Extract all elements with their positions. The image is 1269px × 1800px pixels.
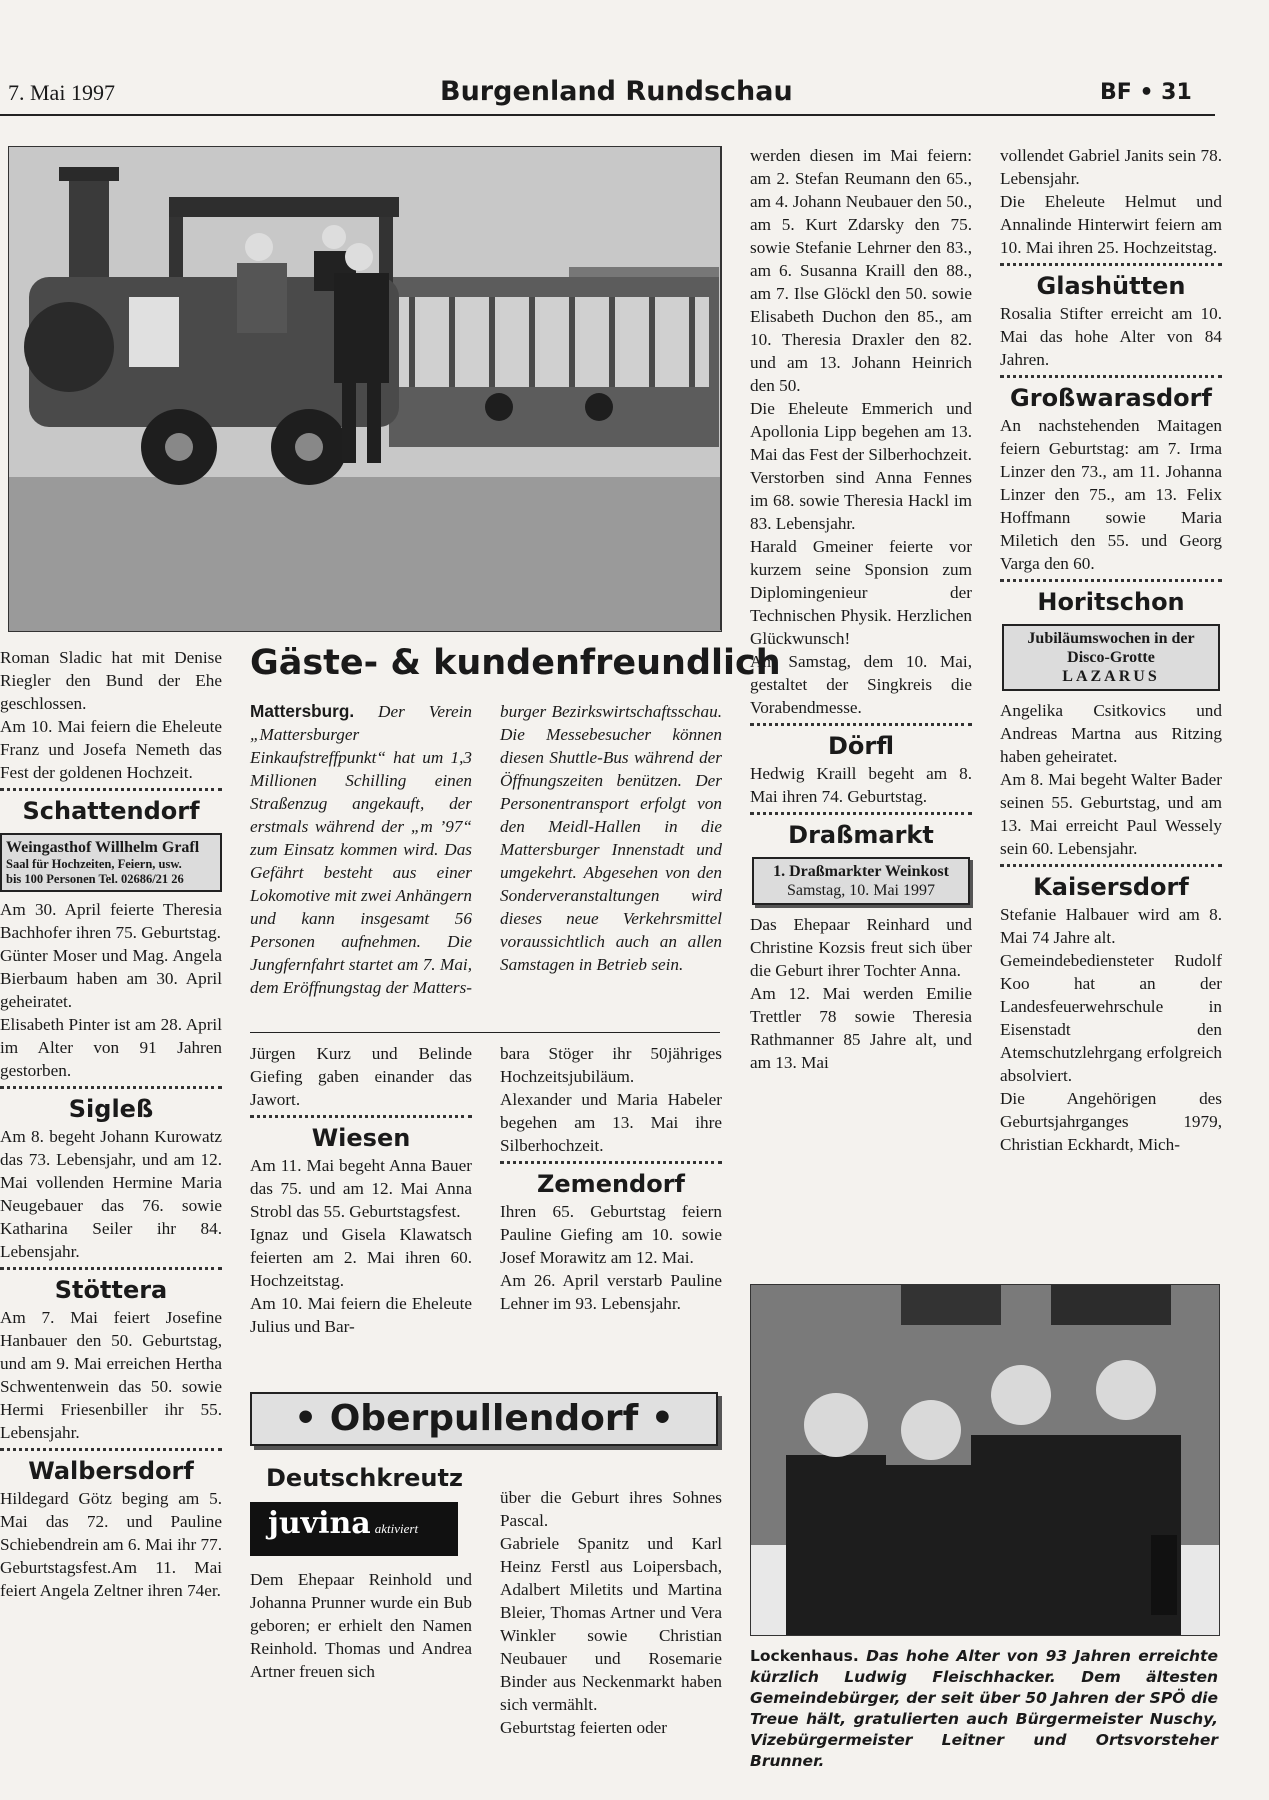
separator <box>750 812 972 815</box>
col4-text2: Die Eheleute Emmerich und Apollonia Lipp begehen am 13. Mai das Fest der Silberhochzeit. <box>750 399 972 464</box>
article-col-a <box>250 700 472 999</box>
article-headline: Gäste- & kundenfreundlich <box>250 643 781 683</box>
column-2-bottom <box>250 1462 472 1683</box>
separator <box>1000 375 1222 378</box>
wiesen-text3: Am 10. Mai feiern die Eheleute Julius und Bar- <box>250 1294 472 1336</box>
heading-stoettera: Stöttera <box>54 1276 168 1304</box>
col1-intro: Roman Sladic hat mit Denise Riegler den Bund der Ehe geschlossen. <box>0 648 222 713</box>
sigless-text: Am 8. begeht Johann Kurowatz das 73. Lebensjahr, und am 12. Mai vollenden Hermine Maria Neugebauer das 76. sowie Katharina Seiler ihr 84. Lebensjahr. <box>0 1127 222 1261</box>
column-1 <box>0 646 222 1602</box>
col4-text4: Harald Gmeiner feierte vor kurzem seine Sponsion zum Diplomingenieur der Technischen Physik. Herzlichen Glückwunsch! <box>750 537 972 648</box>
separator <box>1000 263 1222 266</box>
column-3-lower <box>500 1042 722 1315</box>
glashuetten-text: Rosalia Stifter erreicht am 10. Mai das hohe Alter von 84 Jahren. <box>1000 304 1222 369</box>
col3-intro: bara Stöger ihr 50jähriges Hochzeitsjubiläum. <box>500 1044 722 1086</box>
train-photo <box>8 146 722 632</box>
header-page: BF • 31 <box>1100 80 1192 105</box>
drassmarkt-text1: Das Ehepaar Reinhard und Christine Kozsis freut sich über die Geburt ihrer Tochter Anna. <box>750 915 972 980</box>
zemendorf-text2: Am 26. April verstarb Pauline Lehner im 93. Lebensjahr. <box>500 1271 722 1313</box>
separator <box>0 788 222 791</box>
header-title: Burgenland Rundschau <box>440 76 793 107</box>
schattendorf-text3: Elisabeth Pinter ist am 28. April im Alter von 91 Jahren gestorben. <box>0 1015 222 1080</box>
col3-intro2: Alexander und Maria Habeler begehen am 13. Mai ihre Silberhochzeit. <box>500 1090 722 1155</box>
group-illustration <box>751 1285 1219 1635</box>
wiesen-text1: Am 11. Mai begeht Anna Bauer das 75. und am 12. Mai Anna Strobl das 55. Geburtstagsfest. <box>250 1156 472 1221</box>
ad-weingasthof-line3: bis 100 Personen Tel. 02686/21 26 <box>6 872 184 886</box>
deutschkreutz-text-a: Dem Ehepaar Reinhold und Johanna Prunner wurde ein Bub geboren; er erhielt den Namen Reinhold. Thomas und Andrea Artner freuen sich <box>250 1570 472 1681</box>
heading-walbersdorf: Walbersdorf <box>28 1457 194 1485</box>
separator <box>0 1086 222 1089</box>
separator <box>1000 579 1222 582</box>
ad-weingasthof-name: Weingasthof Willhelm Grafl <box>6 839 200 856</box>
train-illustration <box>9 147 721 631</box>
caption-lead: Lockenhaus. <box>750 1647 859 1665</box>
col5-text2: Die Eheleute Helmut und Annalinde Hinterwirt feiern am 10. Mai ihren 25. Hochzeitstag. <box>1000 192 1222 257</box>
heading-glashuetten: Glashütten <box>1036 272 1186 300</box>
kaisersdorf-text1: Stefanie Halbauer wird am 8. Mai 74 Jahre alt. <box>1000 905 1222 947</box>
box-weinkost-line1: 1. Draßmarkter Weinkost <box>773 863 949 880</box>
col4-text5: Am Samstag, dem 10. Mai, gestaltet der Singkreis die Vorabendmesse. <box>750 652 972 717</box>
box-weinkost-line2: Samstag, 10. Mai 1997 <box>787 882 935 899</box>
box-lazarus-line2: Disco-Grotte <box>1067 649 1155 666</box>
separator <box>0 1267 222 1270</box>
heading-deutschkreutz: Deutschkreutz <box>266 1464 463 1492</box>
wiesen-text2: Ignaz und Gisela Klawatsch feierten am 2. Mai ihren 60. Hochzeitstag. <box>250 1225 472 1290</box>
column-3-bottom <box>500 1486 722 1739</box>
horitschon-text1: Angelika Csitkovics und Andreas Martna aus Ritzing haben geheiratet. <box>1000 701 1222 766</box>
deutschkreutz-text-b2: Gabriele Spanitz und Karl Heinz Ferstl aus Loipersbach, Adalbert Miletits und Martina Bleier, Thomas Artner und Vera Winkler sowie Christian Neubauer und Rosemarie Binder aus Neckenmarkt haben sich vermählt. <box>500 1534 722 1714</box>
heading-kaisersdorf: Kaisersdorf <box>1033 873 1189 901</box>
article-rule <box>250 1032 720 1033</box>
doerfl-text: Hedwig Kraill begeht am 8. Mai ihren 74. Geburtstag. <box>750 764 972 806</box>
horitschon-text2: Am 8. Mai begeht Walter Bader seinen 55. Geburtstag, und am 13. Mai erreicht Paul Wessely sein 60. Lebensjahr. <box>1000 770 1222 858</box>
column-5 <box>1000 144 1222 1156</box>
ad-juvina-sub: aktiviert <box>374 1521 419 1536</box>
col2-intro: Jürgen Kurz und Belinde Giefing gaben einander das Jawort. <box>250 1044 472 1109</box>
stoettera-text: Am 7. Mai feiert Josefine Hanbauer den 50. Geburtstag, und am 9. Mai erreichen Hertha Schwentenwein das 50. sowie Hermi Friesenbiller ihr 55. Lebensjahr. <box>0 1308 222 1442</box>
heading-drassmarkt: Draßmarkt <box>788 821 934 849</box>
kaisersdorf-text3: Die Angehörigen des Geburtsjahrganges 1979, Christian Eckhardt, Mich- <box>1000 1089 1222 1154</box>
drassmarkt-text2: Am 12. Mai werden Emilie Trettler 78 sowie Theresia Rathmanner 85 Jahre alt, und am 13. Mai <box>750 984 972 1072</box>
header-rule <box>0 114 1215 116</box>
oberpullendorf-title: • Oberpullendorf • <box>294 1398 674 1439</box>
walbersdorf-text: Hildegard Götz beging am 5. Mai das 72. und Pauline Schiebendrein am 6. Mai ihr 77. Geburtstagsfest.Am 11. Mai feiert Angela Zeltner ihren 74er. <box>0 1489 222 1600</box>
photo-caption <box>750 1646 1218 1772</box>
box-lazarus-line3: LAZARUS <box>1062 668 1160 685</box>
article-col-b: burger Bezirkswirtschaftsschau. Die Messebesucher können diesen Shuttle-Bus während der Öffnungszeiten benützen. Der Personentransport erfolgt von den Meidl-Hallen in die Mattersburger Innenstadt und umgekehrt. Abgesehen von den Sonderveranstaltungen wird dieses neue Verkehrsmittel voraussichtlich auch an allen Samstagen in Betrieb sein. <box>500 702 722 974</box>
separator <box>500 1161 722 1164</box>
heading-horitschon: Horitschon <box>1037 588 1185 616</box>
col4-text1: werden diesen im Mai feiern: am 2. Stefan Reumann den 65., am 4. Johann Neubauer den 50., am 5. Kurt Zdarsky den 75. sowie Stefanie Lehrner den 83., am 6. Susanna Kraill den 88., am 7. Ilse Glöckl den 50. sowie Elisabeth Duchon den 85., am 10. Theresia Draxler den 82. und am 13. Johann Heinrich den 50. <box>750 146 972 395</box>
box-weinkost <box>752 857 970 905</box>
column-2-lower <box>250 1042 472 1338</box>
heading-schattendorf: Schattendorf <box>22 797 200 825</box>
ad-weingasthof <box>0 833 222 892</box>
header-date: 7. Mai 1997 <box>8 80 115 105</box>
article-lead: Mattersburg. <box>250 701 355 721</box>
separator <box>0 1448 222 1451</box>
ad-juvina <box>250 1502 458 1556</box>
column-rule <box>720 146 721 630</box>
heading-wiesen: Wiesen <box>311 1124 411 1152</box>
heading-grosswarasdorf: Großwarasdorf <box>1010 384 1212 412</box>
caption-text: Das hohe Alter von 93 Jahren erreichte kürzlich Ludwig Fleischhacker. Dem ältesten Gemeindebürger, der seit über 50 Jahren der SPÖ die Treue hält, gratulierten auch Bürgermeister Nuschy, Vizebürgermeister Leitner und Ortsvorsteher Brunner. <box>750 1647 1218 1770</box>
heading-zemendorf: Zemendorf <box>537 1170 685 1198</box>
ad-juvina-brand: juvina <box>268 1506 371 1541</box>
zemendorf-text1: Ihren 65. Geburtstag feiern Pauline Giefing am 10. sowie Josef Morawitz am 12. Mai. <box>500 1202 722 1267</box>
separator <box>250 1115 472 1118</box>
col1-intro2: Am 10. Mai feiern die Eheleute Franz und Josefa Nemeth das Fest der goldenen Hochzeit. <box>0 717 222 782</box>
box-lazarus <box>1002 624 1220 691</box>
grosswarasdorf-text: An nachstehenden Maitagen feiern Geburtstag: am 7. Irma Linzer den 73., am 11. Johanna Linzer den 75., am 13. Felix Hoffmann sowie Maria Miletich den 55. und Georg Varga den 60. <box>1000 416 1222 573</box>
ad-weingasthof-line2: Saal für Hochzeiten, Feiern, usw. <box>6 857 182 871</box>
separator <box>750 723 972 726</box>
article-col-a-text: Der Verein „Mattersburger Einkaufstreffpunkt“ hat um 1,3 Millionen Schilling einen Straßenzug angekauft, der erstmals während der „m ’97“ zum Einsatz kommen wird. Das Gefährt besteht aus einer Lokomotive mit zwei Anhängern und kann insgesamt 56 Personen aufnehmen. Die Jungfernfahrt startet am 7. Mai, dem Eröffnungstag der Matters- <box>250 702 472 997</box>
heading-sigless: Sigleß <box>68 1095 154 1123</box>
schattendorf-text1: Am 30. April feierte Theresia Bachhofer ihren 75. Geburtstag. <box>0 900 222 942</box>
col5-text1: vollendet Gabriel Janits sein 78. Lebensjahr. <box>1000 146 1222 188</box>
oberpullendorf-banner <box>250 1392 718 1446</box>
kaisersdorf-text2: Gemeindebediensteter Rudolf Koo hat an der Landesfeuerwehrschule in Eisenstadt den Atemschutzlehrgang erfolgreich absolviert. <box>1000 951 1222 1085</box>
deutschkreutz-text-b3: Geburtstag feierten oder <box>500 1718 668 1737</box>
schattendorf-text2: Günter Moser und Mag. Angela Bierbaum haben am 30. April geheiratet. <box>0 946 222 1011</box>
col4-text3: Verstorben sind Anna Fennes im 68. sowie Theresia Hackl im 83. Lebensjahr. <box>750 468 972 533</box>
deutschkreutz-text-b1: über die Geburt ihres Sohnes Pascal. <box>500 1488 722 1530</box>
lockenhaus-photo <box>750 1284 1220 1636</box>
separator <box>1000 864 1222 867</box>
heading-doerfl: Dörfl <box>827 732 895 760</box>
box-lazarus-line1: Jubiläumswochen in der <box>1027 630 1195 647</box>
column-4 <box>750 144 972 1074</box>
